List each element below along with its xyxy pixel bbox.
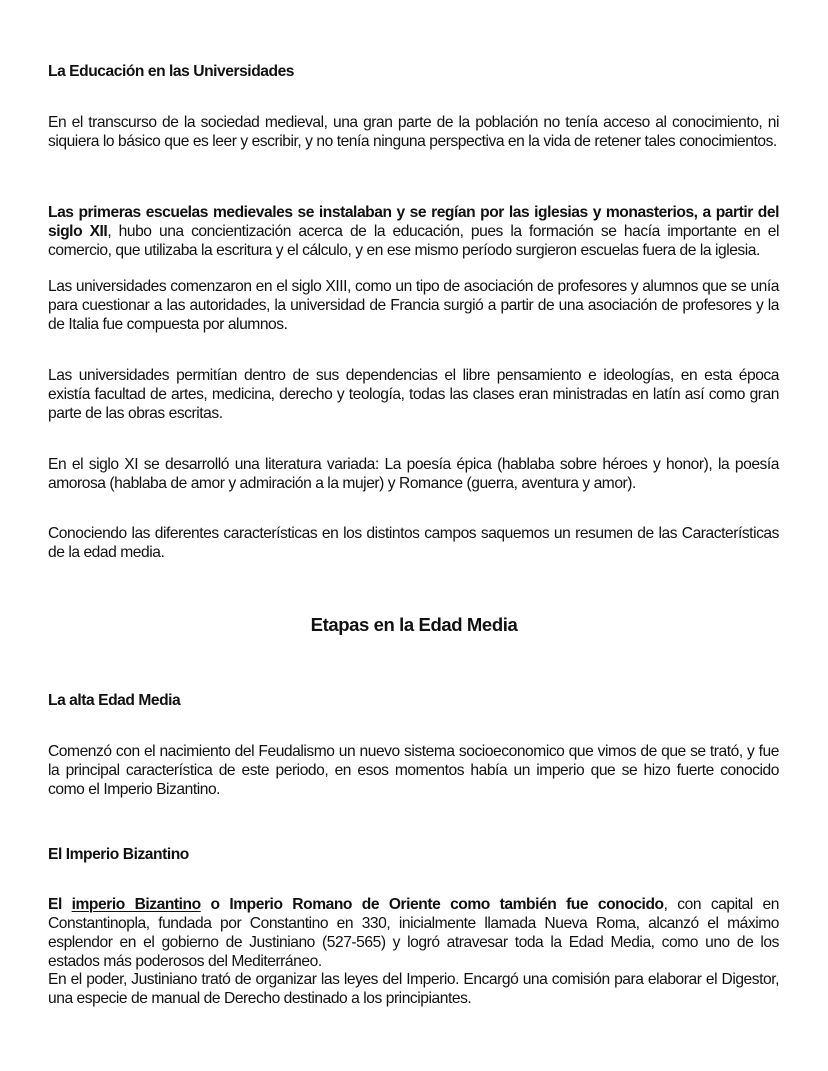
paragraph-text: , hubo una concientización acerca de la educación, pues la formación se hacía importante en el comercio, que utilizaba la escritura y el cálculo, y en ese mismo período surgieron escuelas fuera de la iglesia. — [48, 223, 779, 259]
bold-lead-text: Las primeras escuelas medievales se instalaban y se regían por las iglesias y monasterios, a partir del siglo XII — [48, 204, 779, 240]
section-title-etapas-edad-media: Etapas en la Edad Media — [310, 614, 518, 635]
section-heading-educacion-universidades: La Educación en las Universidades — [48, 63, 295, 80]
paragraph-justiniano-leyes: En el poder, Justiniano trató de organizar las leyes del Imperio. Encargó una comisión para elaborar el Digestor, una especie de manual de Derecho destinado a los principiantes. — [48, 971, 779, 1007]
bold-text: El — [48, 896, 72, 913]
paragraph-resumen-caracteristicas: Conociendo las diferentes características en los distintos campos saquemos un resumen de las Características de la edad media. — [48, 525, 779, 561]
paragraph-sociedad-medieval: En el transcurso de la sociedad medieval, una gran parte de la población no tenía acceso al conocimiento, ni siquiera lo básico que es leer y escribir, y no tenía ninguna perspectiva en la vida de retener tales conocimientos. — [48, 114, 779, 150]
paragraph-text: , con capital en Constantinopla, fundada por Constantino en 330, inicialmente llamada Nueva Roma, alcanzó el máximo esplendor en el gobierno de Justiniano (527-565) y logró atravesar toda la Edad Media, como uno de los estados más poderosos del Mediterráneo. — [48, 896, 779, 970]
subsection-heading-alta-edad-media: La alta Edad Media — [48, 692, 181, 709]
paragraph-libre-pensamiento: Las universidades permitían dentro de sus dependencias el libre pensamiento e ideologías, en esta época existía facultad de artes, medicina, derecho y teología, todas las clases eran ministradas en latín así como gran parte de las obras escritas. — [48, 367, 779, 422]
paragraph-literatura-siglo-xi: En el siglo XI se desarrolló una literatura variada: La poesía épica (hablaba sobre héroes y honor), la poesía amorosa (hablaba de amor y admiración a la mujer) y Romance (guerra, aventura y amor). — [48, 456, 779, 492]
subsection-heading-imperio-bizantino: El Imperio Bizantino — [48, 846, 189, 863]
paragraph-primeras-escuelas — [48, 203, 779, 260]
bold-text: o Imperio Romano de Oriente como también fue conocido — [200, 896, 664, 913]
imperio-bizantino-link[interactable]: imperio Bizantino — [71, 896, 201, 913]
paragraph-universidades-siglo-xiii: Las universidades comenzaron en el siglo XIII, como un tipo de asociación de profesores y alumnos que se unía para cuestionar a las autoridades, la universidad de Francia surgió a partir de una asociación de profesores y la de Italia fue compuesta por alumnos. — [48, 278, 779, 333]
paragraph-imperio-bizantino — [48, 895, 779, 971]
paragraph-feudalismo: Comenzó con el nacimiento del Feudalismo un nuevo sistema socioeconomico que vimos de que se trató, y fue la principal característica de este periodo, en esos momentos había un imperio que se hizo fuerte conocido como el Imperio Bizantino. — [48, 743, 779, 798]
